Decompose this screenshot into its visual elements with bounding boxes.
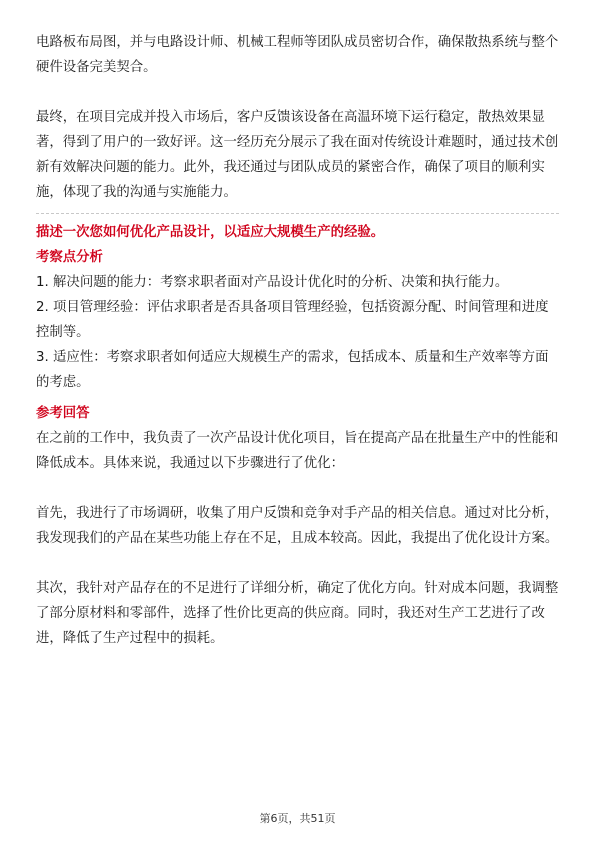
answer-paragraph: 首先，我进行了市场调研，收集了用户反馈和竞争对手产品的相关信息。通过对比分析，我发现我们的产品在某些功能上存在不足，且成本较高。因此，我提出了优化设计方案。 (36, 506, 559, 546)
page-number: 第6页，共51页 (259, 812, 336, 825)
answer-paragraph: 在之前的工作中，我负责了一次产品设计优化项目，旨在提高产品在批量生产中的性能和降低成本。具体来说，我通过以下步骤进行了优化： (36, 431, 559, 471)
analysis-item: 3. 适应性：考察求职者如何适应大规模生产的需求，包括成本、质量和生产效率等方面的考虑。 (36, 350, 549, 390)
intro-paragraph: 电路板布局图，并与电路设计师、机械工程师等团队成员密切合作，确保散热系统与整个硬件设备完美契合。 (36, 35, 559, 75)
document-page (36, 30, 559, 651)
analysis-item: 1. 解决问题的能力：考察求职者面对产品设计优化时的分析、决策和执行能力。 (36, 275, 509, 290)
analysis-item: 2. 项目管理经验：评估求职者是否具备项目管理经验，包括资源分配、时间管理和进度控制等。 (36, 300, 549, 340)
question-title: 描述一次您如何优化产品设计，以适应大规模生产的经验。 (36, 225, 385, 240)
analysis-heading: 考察点分析 (36, 250, 103, 265)
conclusion-paragraph: 最终，在项目完成并投入市场后，客户反馈该设备在高温环境下运行稳定，散热效果显著，得到了用户的一致好评。这一经历充分展示了我在面对传统设计难题时，通过技术创新有效解决问题的能力。此外，我还通过与团队成员的紧密合作，确保了项目的顺利实施，体现了我的沟通与实施能力。 (36, 110, 559, 200)
section-divider (36, 213, 559, 214)
answer-paragraph: 其次，我针对产品存在的不足进行了详细分析，确定了优化方向。针对成本问题，我调整了部分原材料和零部件，选择了性价比更高的供应商。同时，我还对生产工艺进行了改进，降低了生产过程中的损耗。 (36, 581, 559, 646)
answer-heading: 参考回答 (36, 406, 90, 421)
